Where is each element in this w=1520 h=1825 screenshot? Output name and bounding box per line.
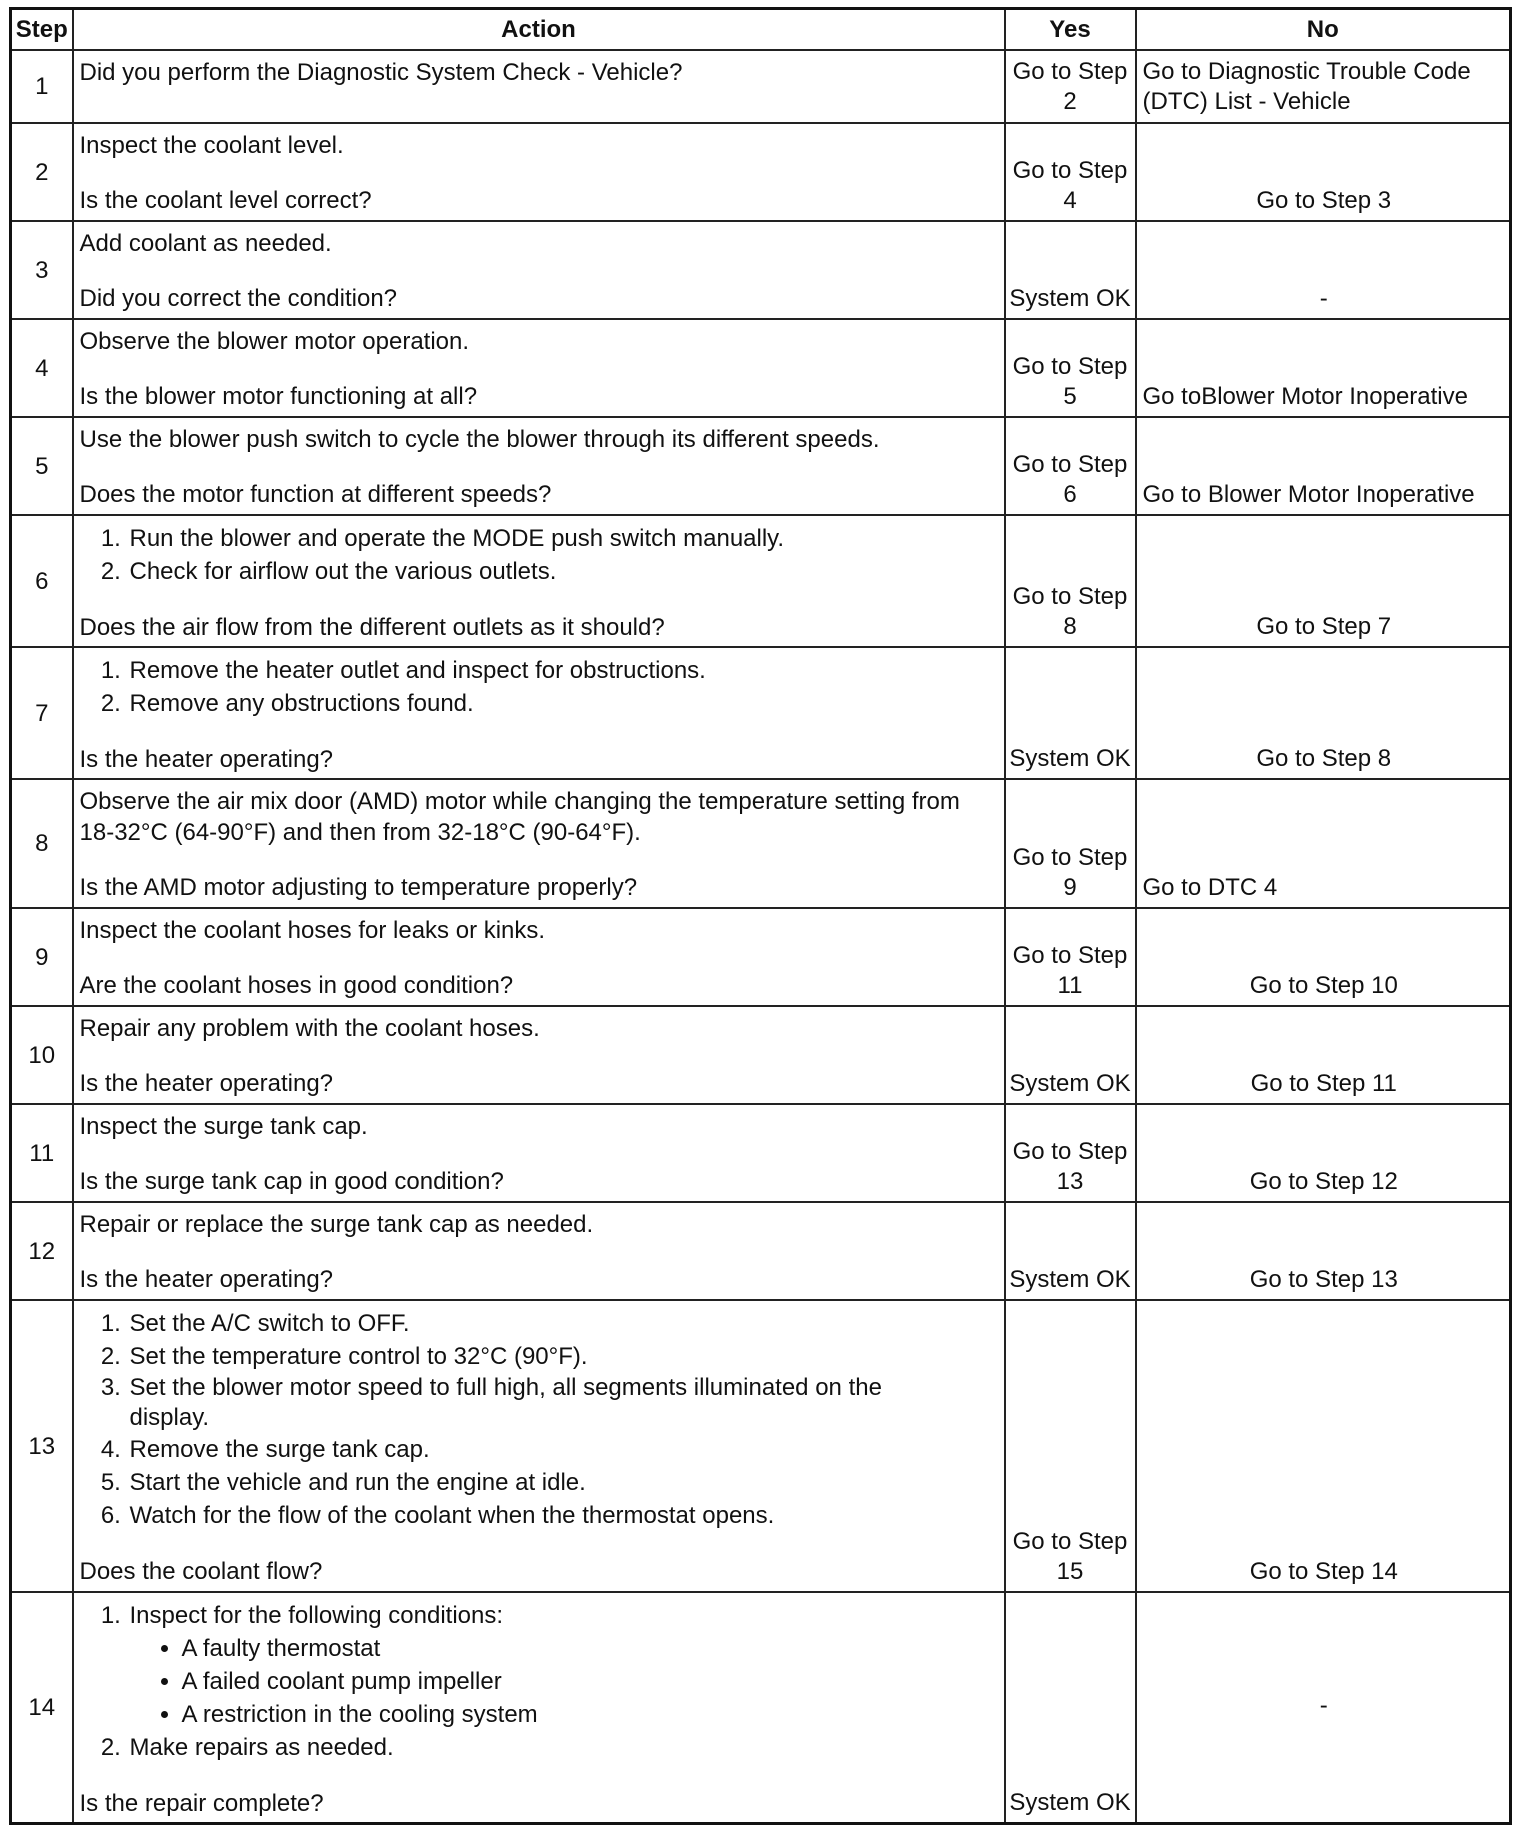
step-number: 14 xyxy=(11,1592,73,1824)
yes-result: System OK xyxy=(1005,221,1136,319)
no-result: Go to Step 7 xyxy=(1136,515,1511,647)
table-row xyxy=(11,908,1511,1006)
yes-result: System OK xyxy=(1005,1006,1136,1104)
action-cell xyxy=(73,908,1005,1006)
action-cell xyxy=(73,647,1005,779)
condition-item: • A restriction in the cooling system xyxy=(182,1698,998,1731)
table-row xyxy=(11,50,1511,123)
table-row xyxy=(11,417,1511,515)
action-instruction: Inspect the coolant level. xyxy=(79,132,344,159)
yes-result: System OK xyxy=(1005,1202,1136,1300)
condition-item: • A failed coolant pump impeller xyxy=(182,1665,998,1698)
substep-list xyxy=(80,654,998,720)
no-result: Go toBlower Motor Inoperative xyxy=(1136,319,1511,417)
action-question: Did you correct the condition? xyxy=(79,285,398,312)
action-cell xyxy=(73,1592,1005,1824)
substep-list xyxy=(80,1307,998,1532)
table-row xyxy=(11,1592,1511,1824)
substep: 6. Watch for the flow of the coolant when the thermostat opens. xyxy=(128,1499,998,1532)
action-instruction: Repair or replace the surge tank cap as needed. xyxy=(79,1211,594,1238)
action-cell xyxy=(73,221,1005,319)
yes-result: Go to Step 9 xyxy=(1005,779,1136,908)
action-instruction: Use the blower push switch to cycle the blower through its different speeds. xyxy=(79,426,880,453)
action-question: Does the air flow from the different outlets as it should? xyxy=(79,614,665,641)
no-result: Go to Blower Motor Inoperative xyxy=(1136,417,1511,515)
header-yes: Yes xyxy=(1005,9,1136,51)
diagnostic-table xyxy=(9,7,1512,1825)
no-result: Go to Step 10 xyxy=(1136,908,1511,1006)
action-question: Is the coolant level correct? xyxy=(79,187,372,214)
action-question: Is the repair complete? xyxy=(79,1790,324,1817)
action-instruction: Inspect the coolant hoses for leaks or kinks. xyxy=(79,917,546,944)
no-result: Go to Step 13 xyxy=(1136,1202,1511,1300)
no-result: Go to Step 3 xyxy=(1136,123,1511,221)
header-action: Action xyxy=(73,9,1005,51)
table-row xyxy=(11,1104,1511,1202)
action-cell xyxy=(73,1104,1005,1202)
substep xyxy=(128,1599,998,1731)
step-number: 8 xyxy=(11,779,73,908)
step-number: 2 xyxy=(11,123,73,221)
no-result: - xyxy=(1136,1592,1511,1824)
action-question: Is the AMD motor adjusting to temperature properly? xyxy=(79,874,638,901)
action-instruction: Add coolant as needed. xyxy=(79,230,332,257)
action-instruction: Repair any problem with the coolant hoses. xyxy=(79,1015,540,1042)
substep: 2. Remove any obstructions found. xyxy=(128,687,998,720)
substep: 3. Set the blower motor speed to full high, all segments illuminated on the display. xyxy=(128,1373,998,1433)
no-result: Go to DTC 4 xyxy=(1136,779,1511,908)
step-number: 9 xyxy=(11,908,73,1006)
step-number: 11 xyxy=(11,1104,73,1202)
table-row xyxy=(11,647,1511,779)
no-result: Go to Step 8 xyxy=(1136,647,1511,779)
action-question: Does the motor function at different speeds? xyxy=(79,481,552,508)
table-row xyxy=(11,515,1511,647)
action-question: Is the surge tank cap in good condition? xyxy=(79,1168,504,1195)
action-question: Are the coolant hoses in good condition? xyxy=(79,972,514,999)
action-cell xyxy=(73,50,1005,123)
substep: 1. Remove the heater outlet and inspect for obstructions. xyxy=(128,654,998,687)
action-cell xyxy=(73,1006,1005,1104)
substep: 4. Remove the surge tank cap. xyxy=(128,1433,998,1466)
step-number: 10 xyxy=(11,1006,73,1104)
table-row xyxy=(11,1202,1511,1300)
step-number: 12 xyxy=(11,1202,73,1300)
action-cell xyxy=(73,1300,1005,1592)
yes-result: Go to Step 11 xyxy=(1005,908,1136,1006)
yes-result: Go to Step 4 xyxy=(1005,123,1136,221)
no-result: - xyxy=(1136,221,1511,319)
table-row xyxy=(11,1006,1511,1104)
action-cell xyxy=(73,515,1005,647)
action-question: Is the heater operating? xyxy=(79,746,334,773)
action-question: Is the heater operating? xyxy=(79,1266,334,1293)
action-question: Is the heater operating? xyxy=(79,1070,334,1097)
action-cell xyxy=(73,319,1005,417)
table-row xyxy=(11,319,1511,417)
action-cell xyxy=(73,417,1005,515)
condition-item: • A faulty thermostat xyxy=(182,1632,998,1665)
substep-list xyxy=(80,1599,998,1764)
yes-result: Go to Step 15 xyxy=(1005,1300,1136,1592)
action-instruction: Observe the blower motor operation. xyxy=(79,328,470,355)
step-number: 6 xyxy=(11,515,73,647)
no-result: Go to Step 11 xyxy=(1136,1006,1511,1104)
substep: 2. Make repairs as needed. xyxy=(128,1731,998,1764)
step-number: 3 xyxy=(11,221,73,319)
substep: 1. Run the blower and operate the MODE push switch manually. xyxy=(128,522,998,555)
table-row xyxy=(11,779,1511,908)
action-question: Is the blower motor functioning at all? xyxy=(79,383,478,410)
yes-result: Go to Step 6 xyxy=(1005,417,1136,515)
substep: 2. Set the temperature control to 32°C (90°F). xyxy=(128,1340,998,1373)
action-instruction: Observe the air mix door (AMD) motor while changing the temperature setting from 18-32°C (64-90°F) and then from 32-18°C (90-64°F). xyxy=(79,788,960,846)
substep: 2. Check for airflow out the various outlets. xyxy=(128,555,998,588)
step-number: 4 xyxy=(11,319,73,417)
action-instruction: Did you perform the Diagnostic System Check - Vehicle? xyxy=(79,59,683,86)
action-instruction: Inspect the surge tank cap. xyxy=(79,1113,368,1140)
step-number: 5 xyxy=(11,417,73,515)
yes-result: System OK xyxy=(1005,1592,1136,1824)
no-result: Go to Step 12 xyxy=(1136,1104,1511,1202)
action-cell xyxy=(73,123,1005,221)
header-no: No xyxy=(1136,9,1511,51)
step-number: 7 xyxy=(11,647,73,779)
substep-list xyxy=(80,522,998,588)
header-step: Step xyxy=(11,9,73,51)
table-row xyxy=(11,123,1511,221)
action-cell xyxy=(73,1202,1005,1300)
yes-result: Go to Step 2 xyxy=(1005,50,1136,123)
substep: 1. Set the A/C switch to OFF. xyxy=(128,1307,998,1340)
table-row xyxy=(11,1300,1511,1592)
header-row xyxy=(11,9,1511,51)
yes-result: Go to Step 8 xyxy=(1005,515,1136,647)
action-cell xyxy=(73,779,1005,908)
step-number: 1 xyxy=(11,50,73,123)
no-result: Go to Step 14 xyxy=(1136,1300,1511,1592)
yes-result: Go to Step 13 xyxy=(1005,1104,1136,1202)
condition-list xyxy=(130,1632,998,1731)
yes-result: System OK xyxy=(1005,647,1136,779)
action-question: Does the coolant flow? xyxy=(79,1558,323,1585)
yes-result: Go to Step 5 xyxy=(1005,319,1136,417)
step-number: 13 xyxy=(11,1300,73,1592)
no-result: Go to Diagnostic Trouble Code (DTC) List - Vehicle xyxy=(1136,50,1511,123)
substep: 5. Start the vehicle and run the engine at idle. xyxy=(128,1466,998,1499)
table-row xyxy=(11,221,1511,319)
substep-text: Inspect for the following conditions: xyxy=(129,1602,504,1629)
